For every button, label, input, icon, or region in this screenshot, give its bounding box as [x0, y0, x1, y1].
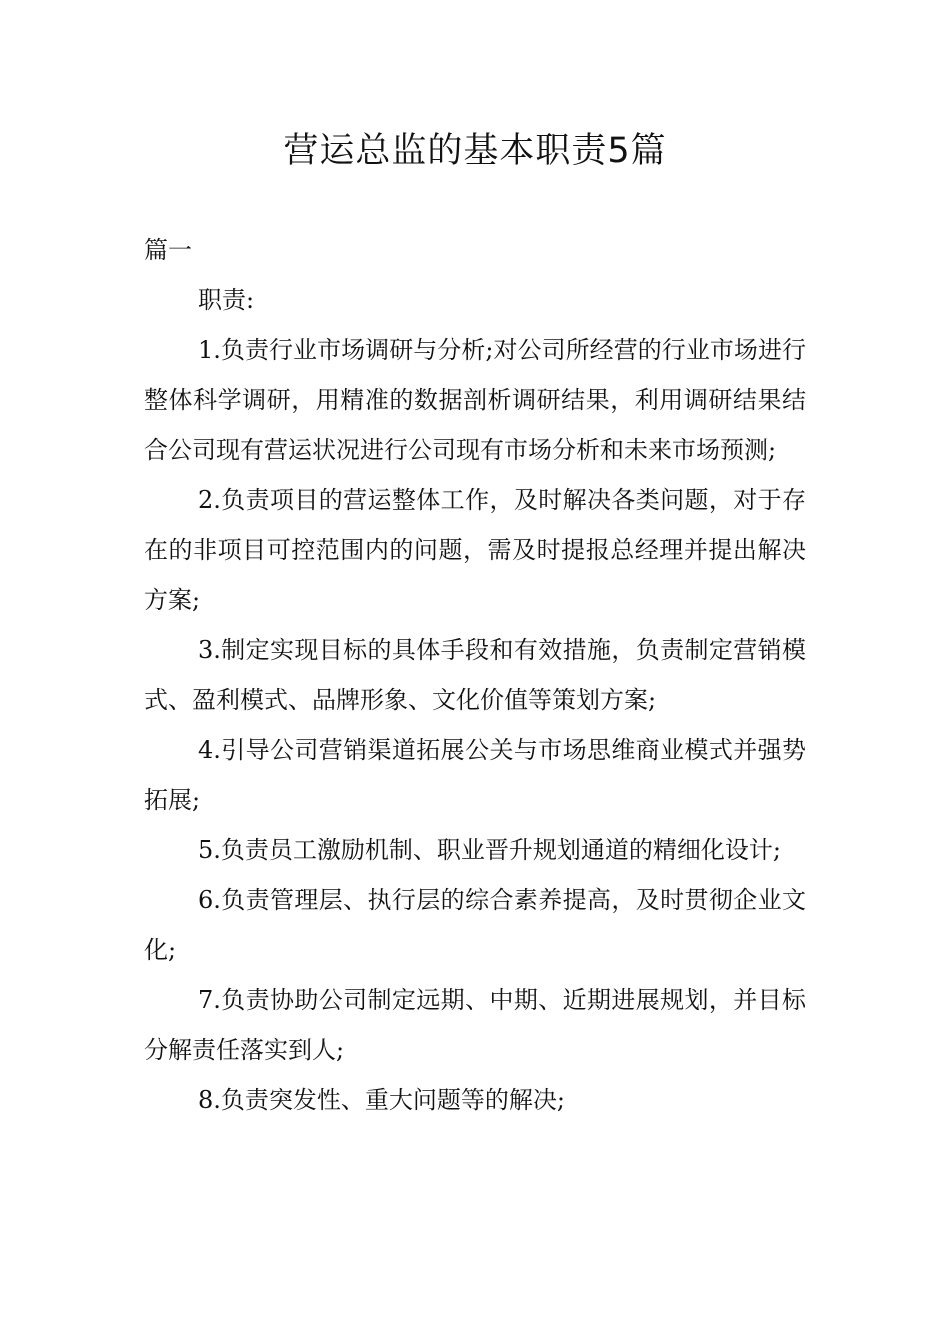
duties-label: 职责: — [198, 286, 255, 314]
duty-item-2: 2.负责项目的营运整体工作，及时解决各类问题，对于存在的非项目可控范围内的问题，需及时提报总经理并提出解决方案; — [144, 486, 806, 614]
duty-item-6: 6.负责管理层、执行层的综合素养提高，及时贯彻企业文化; — [144, 886, 806, 964]
document-title: 营运总监的基本职责5篇 — [283, 131, 667, 171]
duty-item-7: 7.负责协助公司制定远期、中期、近期进展规划，并目标分解责任落实到人; — [144, 986, 806, 1064]
duty-item-1: 1.负责行业市场调研与分析;对公司所经营的行业市场进行整体科学调研，用精准的数据剖析调研结果，利用调研结果结合公司现有营运状况进行公司现有市场分析和未来市场预测; — [144, 336, 806, 464]
duty-item-4: 4.引导公司营销渠道拓展公关与市场思维商业模式并强势拓展; — [144, 736, 806, 814]
section-heading: 篇一 — [144, 236, 192, 264]
duty-item-5: 5.负责员工激励机制、职业晋升规划通道的精细化设计; — [198, 836, 781, 864]
document-body — [144, 225, 806, 1125]
duty-item-8: 8.负责突发性、重大问题等的解决; — [198, 1086, 565, 1114]
duty-item-3: 3.制定实现目标的具体手段和有效措施，负责制定营销模式、盈利模式、品牌形象、文化价值等策划方案; — [144, 636, 806, 714]
